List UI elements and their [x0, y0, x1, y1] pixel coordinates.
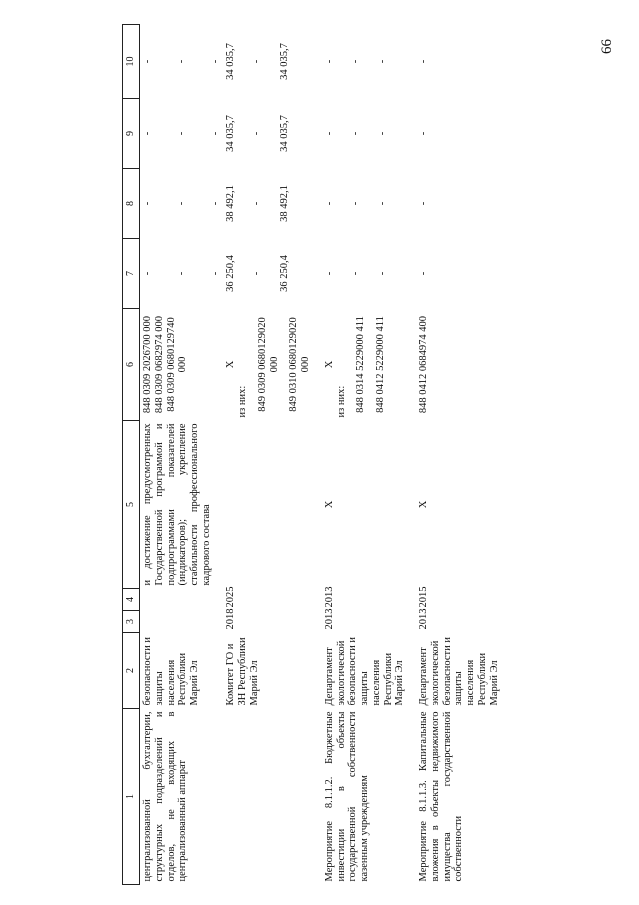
amount: -: [142, 271, 153, 276]
start-year-cell: [140, 611, 224, 633]
end-year-cell: 2013: [323, 586, 335, 608]
amount: -: [142, 201, 153, 206]
amount: 36 250,4: [225, 255, 237, 292]
amount-cell-10: [223, 25, 314, 99]
col-header-6: 6: [123, 309, 140, 421]
amount-cell-7: [322, 239, 408, 309]
column-number-row: [123, 25, 140, 885]
end-year-cell: 2015: [418, 586, 429, 608]
budget-code: X: [323, 360, 335, 369]
budget-code: 849 0309 0680129020 000: [256, 317, 280, 412]
amount: 38 492,1: [278, 185, 290, 222]
start-year-cell: 2013: [418, 608, 429, 630]
table-row: [140, 25, 224, 885]
amount: -: [377, 59, 389, 64]
amount: -: [377, 201, 389, 206]
budget-code: 848 0309 0680129740 000: [165, 317, 189, 412]
row-spacer: [408, 25, 416, 885]
rotated-table-area: [122, 25, 622, 885]
amount: -: [323, 201, 335, 206]
amount-cell-8: [223, 169, 314, 239]
budget-code: 848 0412 0684974 400: [418, 315, 429, 414]
amount-cell-7: [223, 239, 314, 309]
amount-cell-10: [140, 25, 224, 99]
budget-code: из них:: [237, 385, 248, 418]
col-header-2: 2: [123, 633, 140, 709]
measure-cell: Мероприятие 8.1.1.3. Капитальные вложения в объекты недвижимого имущества государственной собственности: [418, 711, 465, 882]
amount: 38 492,1: [225, 185, 237, 222]
amount: -: [251, 271, 262, 276]
amount-cell-7: [140, 239, 224, 309]
executor-cell: безопасности и защиты населения Республики Марий Эл: [142, 636, 200, 706]
result-cell: X: [323, 500, 335, 509]
result-cell: и достижение предусмотренных Государственной программой и подпрограммами показателей (индикаторов); укрепление стабильности профессионального кадрового состава: [142, 423, 212, 586]
amount: -: [209, 201, 221, 206]
amount-cell-10: [322, 25, 408, 99]
amount: -: [251, 131, 262, 136]
end-year-cell: [140, 589, 224, 611]
col-header-1: 1: [123, 709, 140, 885]
budget-code: 848 0412 5229000 411: [375, 316, 386, 413]
amount: -: [323, 271, 335, 276]
amount-cell-9: [322, 99, 408, 169]
amount: -: [175, 201, 187, 206]
measure-cell: Мероприятие 8.1.1.2. Бюджетные инвестиции в объекты государственной собственности казенным учреждениям: [323, 711, 370, 882]
amount: -: [323, 59, 335, 64]
col-header-10: 10: [123, 25, 140, 99]
amount: -: [349, 59, 361, 64]
amount: -: [142, 59, 153, 64]
table-row: [416, 25, 502, 885]
amount: -: [175, 59, 187, 64]
amount-cell-9: [140, 99, 224, 169]
start-year-cell: 2018: [225, 608, 237, 630]
budget-table: [122, 24, 502, 885]
amount-cell-7: -: [418, 271, 429, 276]
amount: -: [349, 271, 361, 276]
amount: -: [209, 59, 221, 64]
budget-code: 848 0314 5229000 411: [355, 316, 367, 413]
budget-code: 848 0309 2026700 000: [142, 315, 153, 414]
amount: -: [175, 131, 187, 136]
budget-code: 848 0309 0682974 000: [153, 315, 165, 414]
result-cell: X: [418, 500, 429, 509]
executor-cell: Комитет ГО и ЗН Республики Марий Эл: [225, 637, 260, 706]
amount: -: [209, 131, 221, 136]
amount: -: [377, 131, 389, 136]
amount: 34 035,7: [278, 115, 290, 152]
amount: -: [251, 59, 262, 64]
budget-code: из них:: [335, 385, 347, 418]
measure-cell: [223, 709, 314, 885]
measure-cell: централизованной бухгалтерии, структурных подразделений и отделов, не входящих в централизованный аппарат: [142, 711, 189, 882]
amount-cell-8: [322, 169, 408, 239]
amount: -: [251, 201, 262, 206]
amount-cell-8: -: [418, 201, 429, 206]
budget-code: 849 0310 0680129020 000: [288, 317, 311, 412]
col-header-7: 7: [123, 239, 140, 309]
amount: 34 035,7: [278, 43, 290, 80]
budget-code-cell: [223, 309, 314, 421]
col-header-5: 5: [123, 421, 140, 589]
col-header-9: 9: [123, 99, 140, 169]
end-year-cell: 2025: [225, 586, 237, 608]
col-header-3: 3: [123, 611, 140, 633]
result-cell: [223, 421, 314, 589]
amount: -: [349, 131, 361, 136]
budget-code: X: [225, 360, 237, 369]
amount: -: [142, 131, 153, 136]
page-number: 66: [599, 39, 615, 54]
amount: 34 035,7: [225, 43, 237, 80]
budget-code-cell: [416, 309, 502, 421]
budget-code-cell: [322, 309, 408, 421]
amount: -: [209, 271, 221, 276]
amount: 36 250,4: [278, 255, 290, 292]
col-header-8: 8: [123, 169, 140, 239]
row-spacer: [314, 25, 322, 885]
amount-cell-9: -: [418, 131, 429, 136]
table-row: [322, 25, 408, 885]
executor-cell: Департамент экологической безопасности и защиты населения Республики Марий Эл: [323, 636, 406, 706]
amount: -: [377, 271, 389, 276]
col-header-4: 4: [123, 589, 140, 611]
executor-cell: Департамент экологической безопасности и защиты населения Республики Марий Эл: [418, 636, 500, 706]
amount-cell-9: [223, 99, 314, 169]
budget-code-cell: [140, 309, 224, 421]
table-row: [223, 25, 314, 885]
amount: -: [349, 201, 361, 206]
amount: 34 035,7: [225, 115, 237, 152]
amount: -: [175, 271, 187, 276]
start-year-cell: 2013: [323, 608, 335, 630]
amount: -: [323, 131, 335, 136]
amount-cell-10: -: [418, 59, 429, 64]
amount-cell-8: [140, 169, 224, 239]
